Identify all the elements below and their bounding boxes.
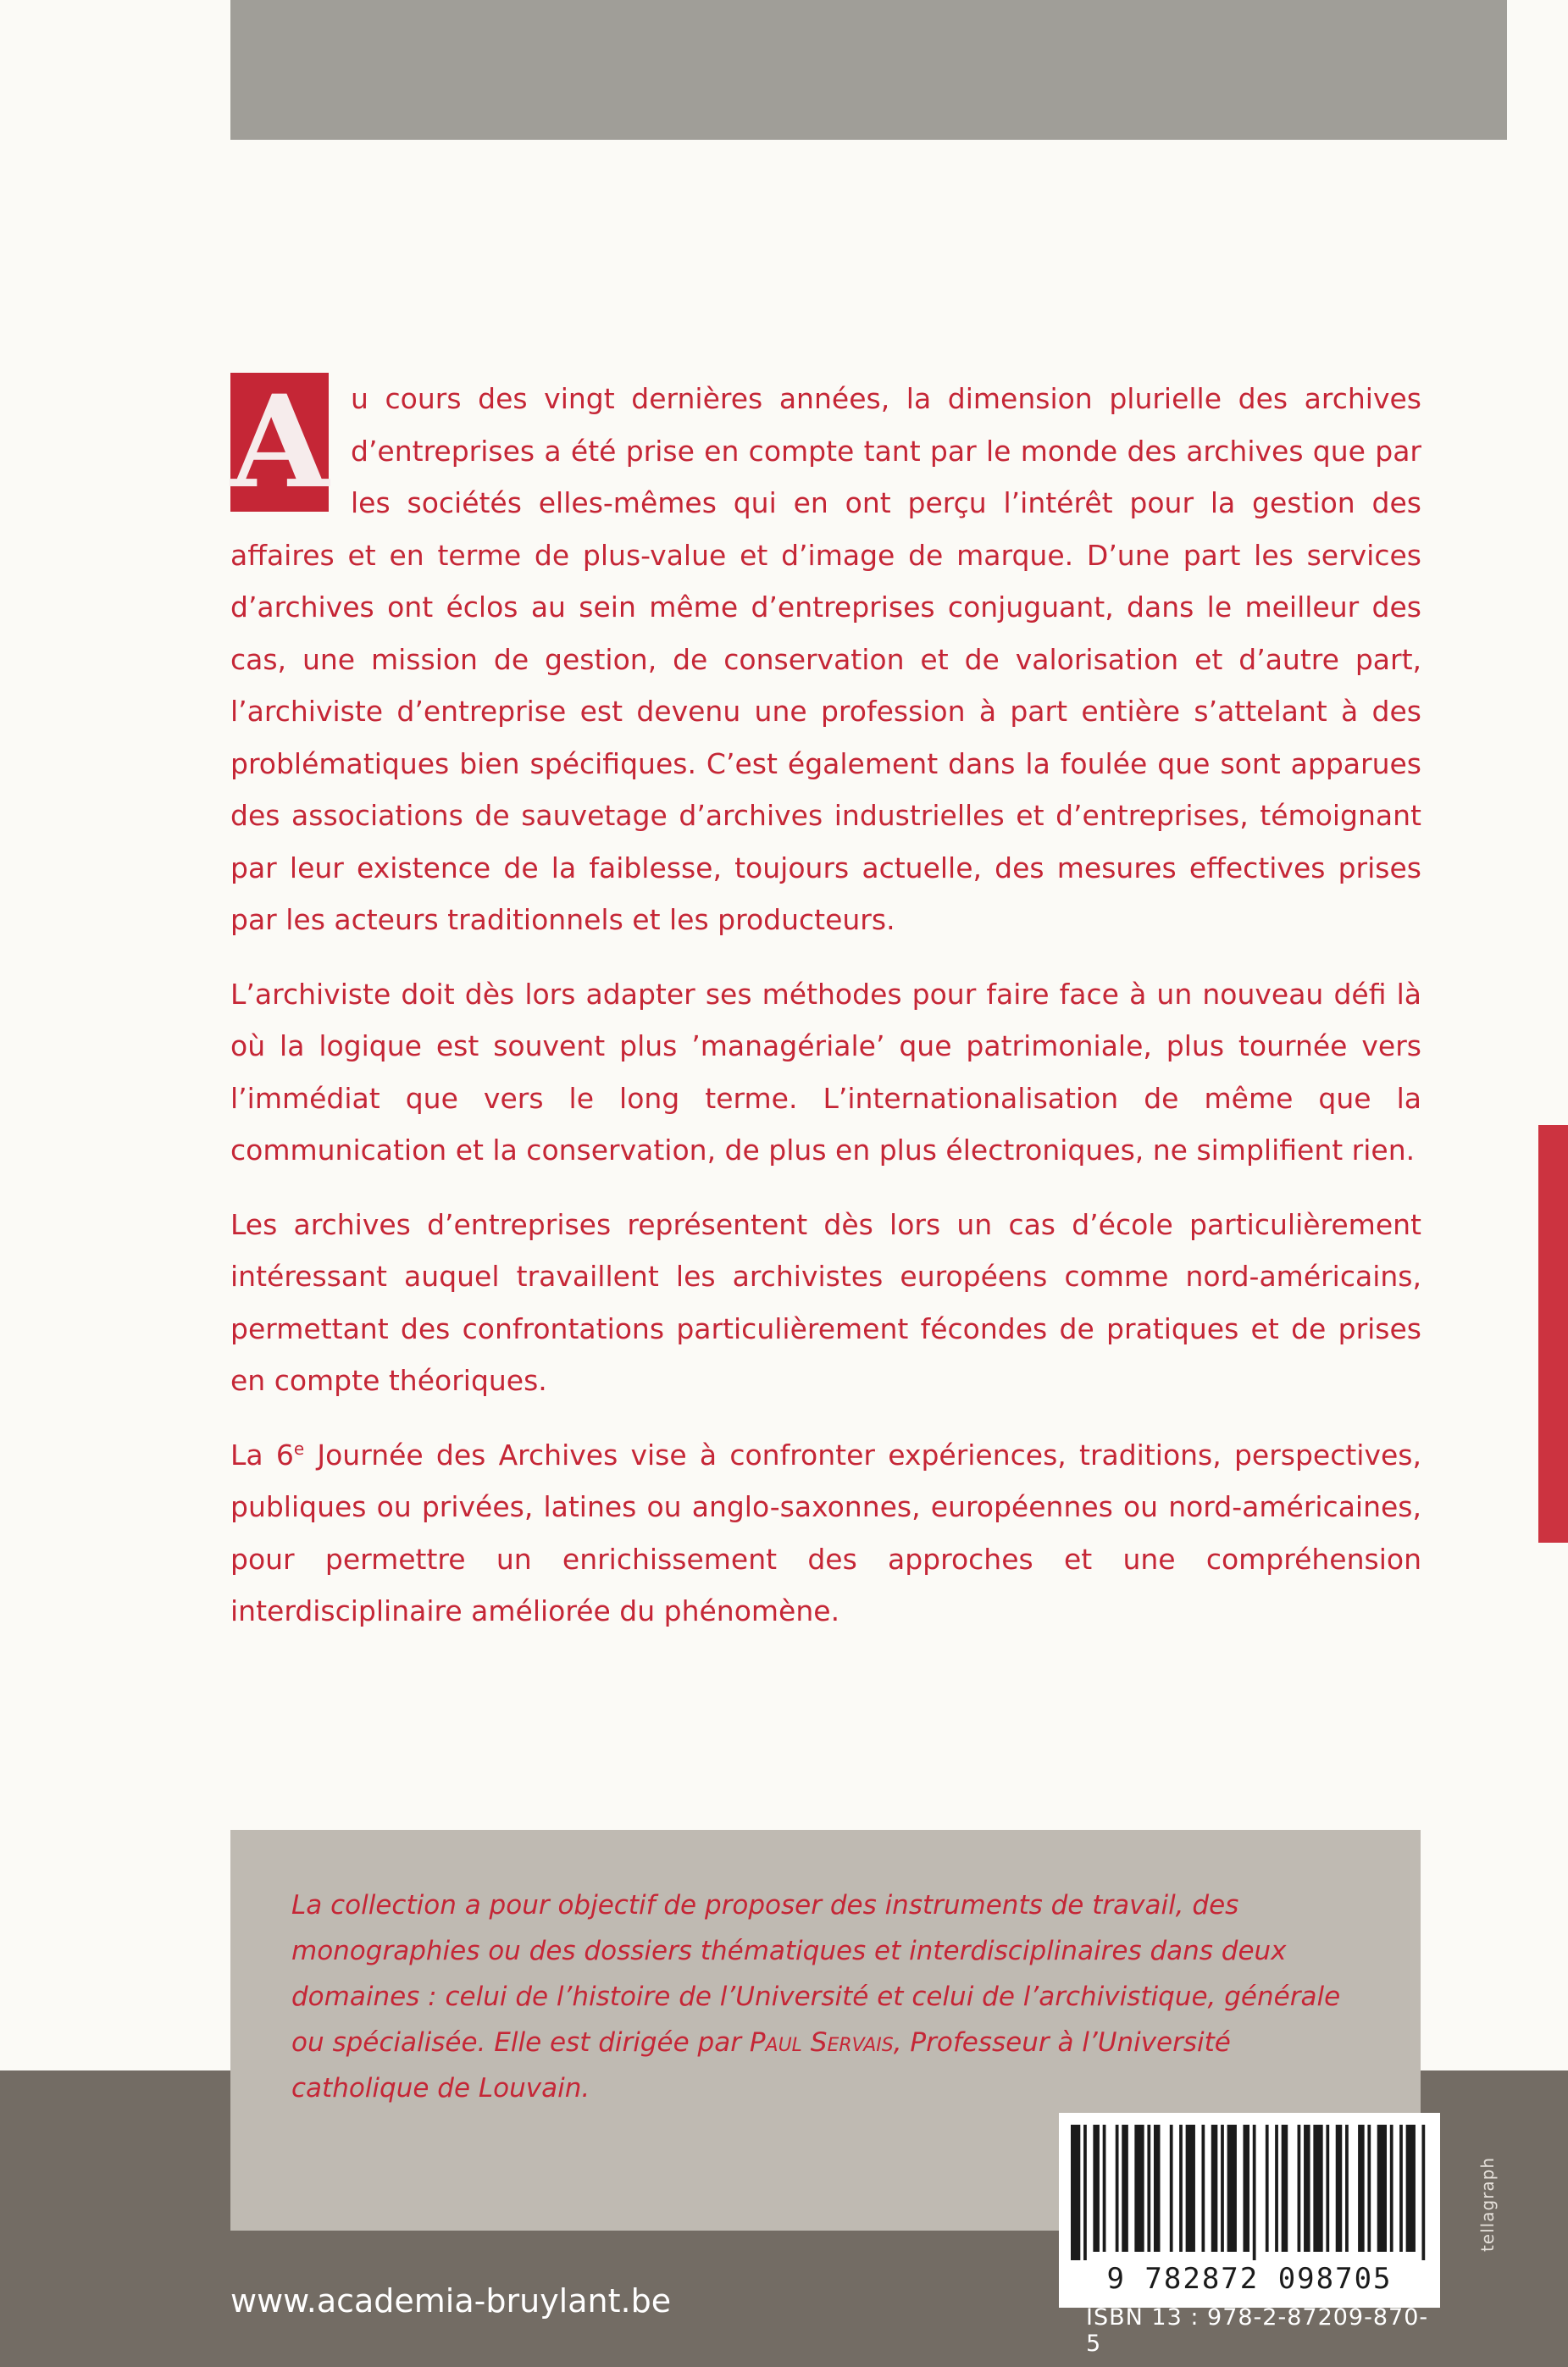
barcode-bar <box>1083 2125 1087 2260</box>
barcode-bar <box>1367 2125 1371 2252</box>
barcode-bars <box>1071 2125 1428 2260</box>
series-editor-name: Paul Servais <box>749 2027 894 2058</box>
barcode-bar <box>1122 2125 1128 2252</box>
ordinal-superscript: e <box>293 1438 305 1459</box>
barcode <box>1059 2113 1440 2308</box>
barcode-bar <box>1071 2125 1080 2260</box>
isbn-label: ISBN 13 : 978-2-87209-870-5 <box>1086 2304 1429 2357</box>
barcode-bar <box>1211 2125 1218 2252</box>
barcode-bar <box>1390 2125 1393 2252</box>
barcode-bar <box>1179 2125 1183 2252</box>
barcode-digits: 9 782872 098705 <box>1106 2262 1393 2296</box>
paragraph-1-text: u cours des vingt dernières années, la dimension plurielle des archives d’entreprises a été prise en compte tant par le monde des archives que par les sociétés elles-mêmes qui en ont perçu l’intérêt pour la gestion des affaires et en terme de plus-value et d’image de marque. D’une part les services d’archives ont éclos au sein même d’entreprises conjuguant, dans le meilleur des cas, une mission de gestion, de conservation et de valorisation et d’autre part, l’archiviste d’entreprise est devenu une profession à part entière s’attelant à des problématiques bien spécifiques. C’est également dans la foulée que sont apparues des associations de sauvetage d’archives industrielles et d’entreprises, témoignant par leur existence de la faiblesse, toujours actuelle, des mesures effectives prises par les acteurs traditionnels et les producteurs. <box>230 382 1421 936</box>
dropcap-letter: A <box>230 368 330 517</box>
barcode-bar <box>1282 2125 1288 2252</box>
dropcap-box <box>230 368 330 517</box>
barcode-bar <box>1186 2125 1195 2252</box>
collection-text-start: La collection a pour objectif de proposer des instruments de travail, des monographies ou des dossiers thématiques et interdisciplinaires dans deux domaines : celui de l’histoire de l’Université et celui de l’archivistique, générale ou spécialisée. Elle est dirigée par <box>291 1890 1341 2058</box>
collection-text-end: , Professeur à l’Université catholique de Louvain. <box>291 2027 1231 2104</box>
paragraph-4 <box>230 1429 1421 1638</box>
barcode-bar <box>1304 2125 1310 2252</box>
paragraph-4-start: La 6 <box>230 1438 294 1472</box>
barcode-bar <box>1421 2125 1425 2260</box>
barcode-bar <box>1298 2125 1301 2252</box>
paragraph-1 <box>230 368 1421 946</box>
paragraph-3: Les archives d’entreprises représentent dès lors un cas d’école particulièrement intéressant auquel travaillent les archivistes européens comme nord-américains, permettant des confrontations particulièrement fécondes de pratiques et de prises en compte théoriques. <box>230 1207 1421 1397</box>
barcode-bar <box>1134 2125 1144 2252</box>
barcode-bar <box>1227 2125 1237 2252</box>
barcode-bar <box>1358 2125 1365 2252</box>
printer-credit-text: tellagraph <box>1477 2156 1498 2253</box>
barcode-bar <box>1399 2125 1403 2252</box>
barcode-bar <box>1275 2125 1278 2252</box>
side-red-tab <box>1538 1125 1568 1543</box>
barcode-bar <box>1201 2125 1205 2252</box>
printer-credit <box>1474 2143 1499 2270</box>
barcode-bar <box>1147 2125 1150 2252</box>
top-gray-band <box>230 0 1507 140</box>
collection-description <box>291 1882 1342 2111</box>
paragraph-4-rest: Journée des Archives vise à confronter expériences, traditions, perspectives, publiques ou privées, latines ou anglo-saxonnes, européennes ou nord-américaines, pour permettre un enrichissement des approches et une compréhension interdisciplinaire améliorée du phénomène. <box>230 1438 1421 1627</box>
barcode-bar <box>1154 2125 1161 2252</box>
barcode-bar <box>1266 2125 1269 2252</box>
barcode-bar <box>1326 2125 1329 2252</box>
barcode-bar <box>1345 2125 1349 2252</box>
paragraph-2: L’archiviste doit dès lors adapter ses méthodes pour faire face à un nouveau défi là où la logique est souvent plus ’managériale’ que patrimoniale, plus tournée vers l’immédiat que vers le long terme. L’internationalisation de même que la communication et la conservation, de plus en plus électroniques, ne simplifient rien. <box>230 977 1421 1167</box>
barcode-bar <box>1253 2125 1256 2260</box>
barcode-bar <box>1313 2125 1322 2252</box>
barcode-bar <box>1336 2125 1343 2252</box>
barcode-bar <box>1377 2125 1387 2252</box>
barcode-bar <box>1116 2125 1119 2252</box>
barcode-bar <box>1170 2125 1173 2252</box>
barcode-bar <box>1243 2125 1249 2252</box>
barcode-bar <box>1406 2125 1416 2252</box>
back-cover-body <box>230 368 1421 1660</box>
publisher-website-link[interactable]: www.academia-bruylant.be <box>230 2282 672 2320</box>
barcode-bar <box>1221 2125 1224 2252</box>
barcode-bar <box>1103 2125 1106 2252</box>
barcode-bar <box>1093 2125 1100 2252</box>
